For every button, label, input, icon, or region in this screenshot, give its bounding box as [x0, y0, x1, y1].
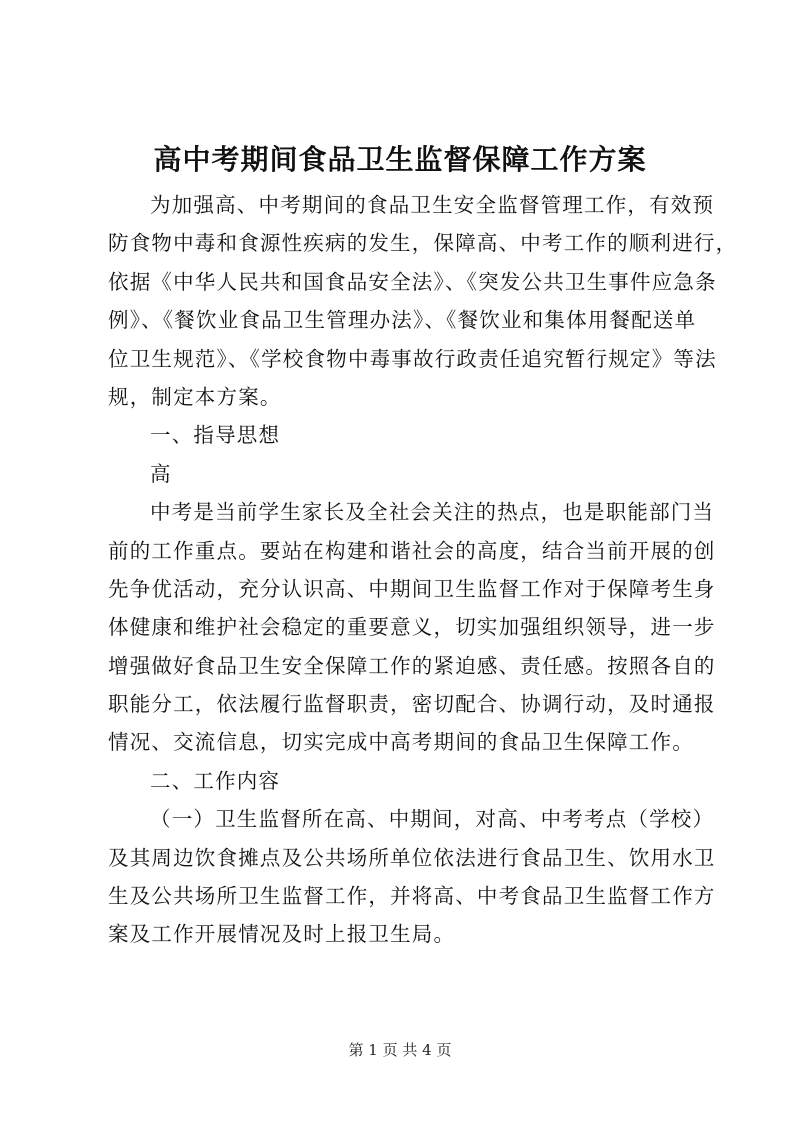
body-line: 中考是当前学生家长及全社会关注的热点，也是职能部门当 — [150, 500, 715, 525]
body-line: （一）卫生监督所在高、中期间，对高、中考考点（学校） — [150, 807, 715, 832]
document-body — [108, 186, 738, 954]
document-title: 高中考期间食品卫生监督保障工作方案 — [153, 143, 647, 176]
page-footer: 第 1 页 共 4 页 — [348, 1041, 452, 1059]
body-line: 及其周边饮食摊点及公共场所单位依法进行食品卫生、饮用水卫 — [108, 845, 716, 870]
body-line: 依据《中华人民共和国食品安全法》、《突发公共卫生事件应急条 — [108, 269, 717, 294]
body-line: 先争优活动，充分认识高、中期间卫生监督工作对于保障考生身 — [108, 576, 716, 601]
section-heading: 一、指导思想 — [150, 423, 281, 448]
body-line: 增强做好食品卫生安全保障工作的紧迫感、责任感。按照各自的 — [108, 653, 716, 678]
body-line: 防食物中毒和食源性疾病的发生，保障高、中考工作的顺利进行， — [108, 231, 738, 256]
body-line: 职能分工，依法履行监督职责，密切配合、协调行动，及时通报 — [108, 692, 716, 717]
body-line: 高 — [150, 461, 172, 486]
body-line: 生及公共场所卫生监督工作，并将高、中考食品卫生监督工作方 — [108, 884, 716, 909]
body-line: 前的工作重点。要站在构建和谐社会的高度，结合当前开展的创 — [108, 538, 716, 563]
body-line: 情况、交流信息，切实完成中高考期间的食品卫生保障工作。 — [108, 730, 694, 755]
section-heading: 二、工作内容 — [150, 768, 281, 793]
body-line: 例》、《餐饮业食品卫生管理办法》、《餐饮业和集体用餐配送单 — [108, 308, 697, 333]
body-line: 案及工作开展情况及时上报卫生局。 — [108, 922, 456, 947]
body-line: 规，制定本方案。 — [108, 384, 282, 409]
body-line: 位卫生规范》、《学校食物中毒事故行政责任追究暂行规定》等法 — [108, 346, 717, 371]
body-line: 体健康和维护社会稳定的重要意义，切实加强组织领导，进一步 — [108, 615, 716, 640]
body-line: 为加强高、中考期间的食品卫生安全监督管理工作，有效预 — [150, 193, 715, 217]
